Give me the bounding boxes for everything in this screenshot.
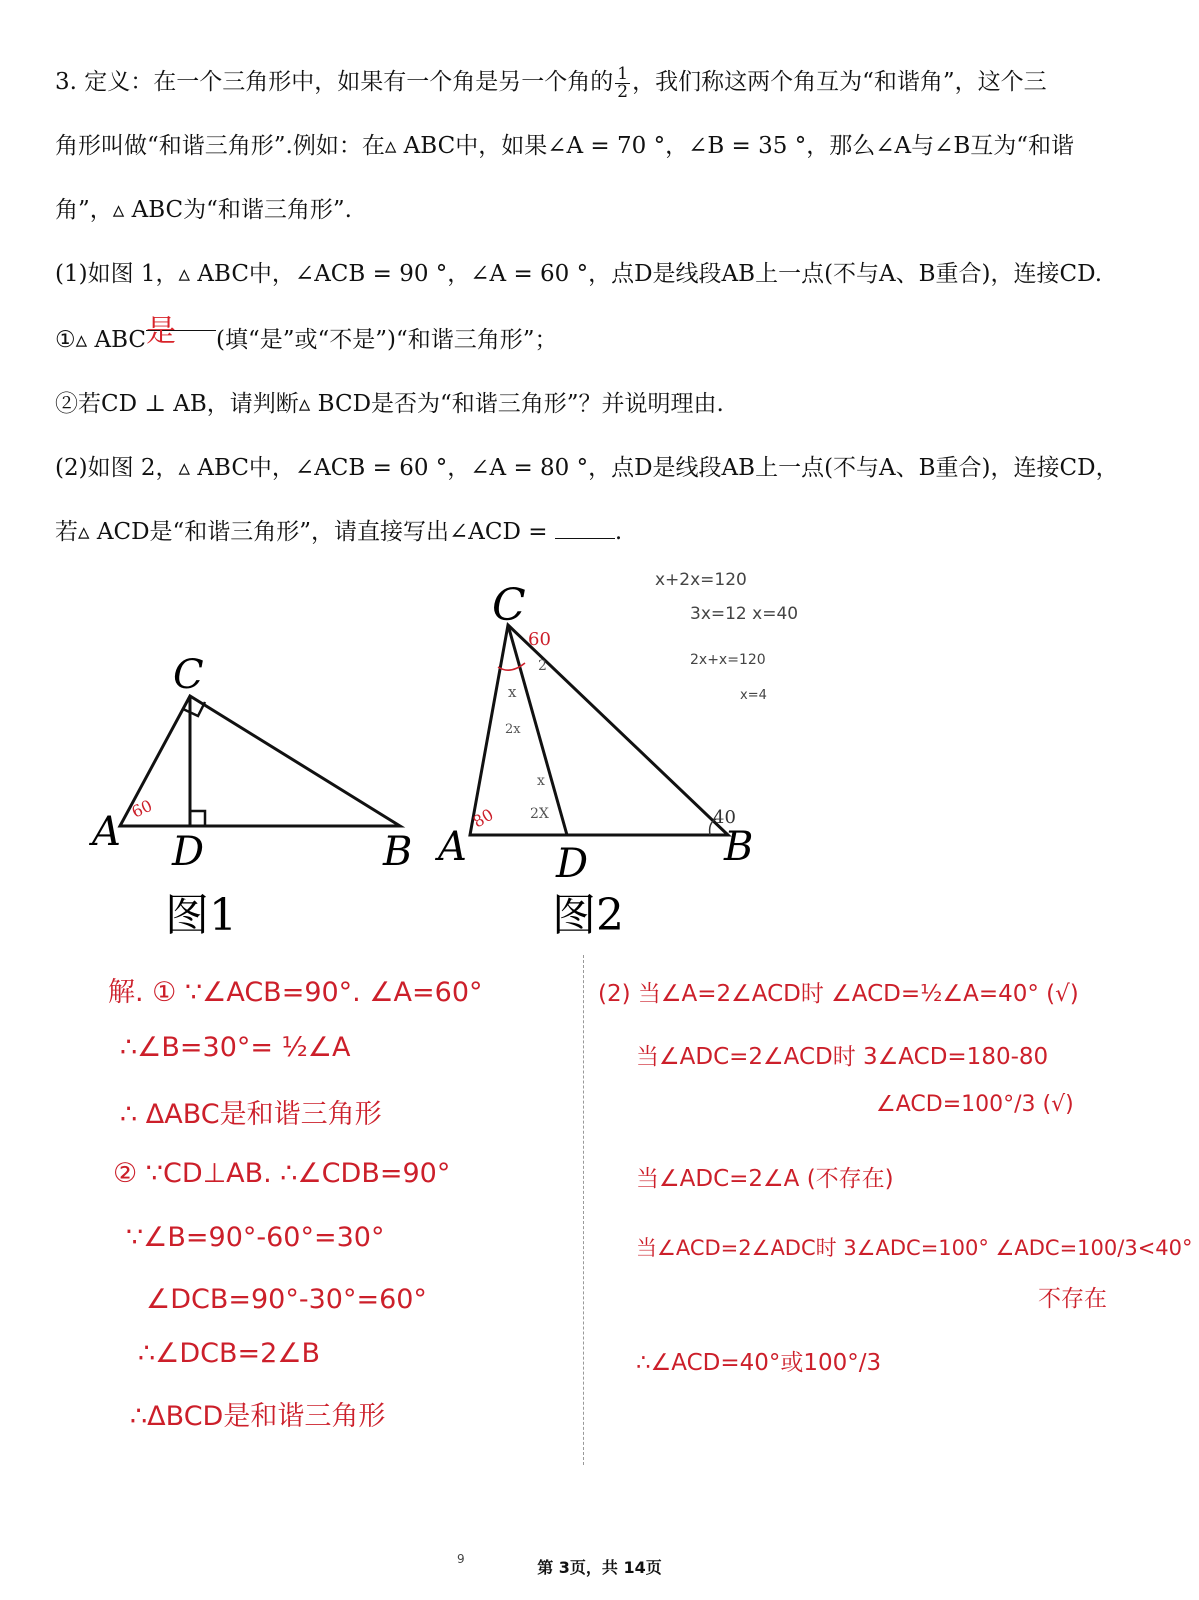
q2-suffix: . [614, 519, 623, 545]
sol-left-line-7: ∴∠DCB=2∠B [138, 1338, 321, 1369]
fig2-label-d: D [556, 841, 589, 887]
triangle-abc-1 [120, 696, 400, 826]
q2-prefix: 若▵ ACD是“和谐三角形”，请直接写出∠ACD = [55, 519, 548, 545]
fraction-numerator: 1 [617, 63, 629, 84]
sol-left-line-4: ② ∵CD⊥AB. ∴∠CDB=90° [113, 1158, 451, 1189]
fig1-label-c: C [173, 652, 204, 698]
q1-1-prefix: ①▵ ABC [55, 327, 147, 353]
problem-line-2: 角形叫做“和谐三角形”.例如：在▵ ABC中，如果∠A = 70 °，∠B = 35 °，那么∠A与∠B互为“和谐 [55, 133, 1075, 159]
figure-1 [88, 652, 412, 941]
fig2-caption: 图2 [552, 890, 624, 941]
fraction-denominator: 2 [617, 81, 629, 102]
fig2-note-a: 80 [469, 804, 497, 832]
fig2-label-b: B [724, 824, 754, 870]
scratch-line-1: x+2x=120 [655, 570, 747, 590]
problem-line-3: 角”，▵ ABC为“和谐三角形”. [55, 197, 352, 223]
scratch-line-4: x=4 [740, 688, 767, 703]
fig2-label-a: A [438, 824, 467, 870]
problem-line-1 [55, 50, 1155, 114]
fig2-note-2x-a: 2x [505, 722, 521, 737]
definition-text-cont: ，我们称这两个角互为“和谐角”，这个三 [632, 69, 1047, 95]
figure-2 [434, 580, 753, 941]
figures [0, 575, 1199, 955]
fig2-note-2x-b: 2X [530, 806, 549, 822]
fig2-note-b: 40 [713, 807, 736, 828]
question-1-1 [55, 306, 1155, 372]
sol-left-line-5: ∵∠B=90°-60°=30° [126, 1222, 385, 1253]
column-divider [583, 955, 584, 1465]
answer-blank-2 [555, 514, 615, 539]
fig1-label-b: B [383, 829, 413, 875]
q1-1-suffix: (填“是”或“不是”)“和谐三角形”； [216, 327, 558, 353]
fig1-caption: 图1 [165, 890, 237, 941]
right-angle-mark-d [190, 811, 205, 826]
sol-right-line-5: 当∠ACD=2∠ADC时 3∠ADC=100° ∠ADC=100/3<40° [636, 1236, 1193, 1260]
sol-right-line-1: (2) 当∠A=2∠ACD时 ∠ACD=½∠A=40° (√) [598, 981, 1079, 1007]
sol-left-line-1: 解. ① ∵∠ACB=90°. ∠A=60° [108, 977, 483, 1008]
sol-right-line-6: 不存在 [1038, 1286, 1107, 1312]
definition-text: 3. 定义：在一个三角形中，如果有一个角是另一个角的 [55, 69, 614, 95]
sol-left-line-6: ∠DCB=90°-30°=60° [146, 1284, 427, 1315]
scratch-line-3: 2x+x=120 [690, 652, 766, 668]
question-1-2: ②若CD ⊥ AB，请判断▵ BCD是否为“和谐三角形”？并说明理由. [55, 391, 724, 417]
fig2-note-2: 2 [538, 658, 547, 674]
sol-left-line-2: ∴∠B=30°= ½∠A [120, 1032, 351, 1063]
fig2-note-x2: x [537, 773, 545, 789]
question-2-b [55, 500, 1155, 564]
fig1-label-d: D [172, 829, 205, 875]
sol-right-line-4: 当∠ADC=2∠A (不存在) [636, 1166, 894, 1192]
question-2: (2)如图 2，▵ ABC中，∠ACB = 60 °，∠A = 80 °，点D是线段AB上一点(不与A、B重合)，连接CD， [55, 455, 1119, 481]
fig1-label-a: A [92, 809, 121, 855]
fig2-note-c: 60 [528, 629, 551, 650]
problem-statement [55, 50, 1155, 564]
fig2-note-x1: x [508, 683, 517, 701]
fig1-angle-note: 60 [128, 795, 156, 822]
fig2-label-c: C [492, 580, 526, 631]
sol-right-line-3: ∠ACD=100°/3 (√) [876, 1092, 1074, 1117]
footer-dot: 9 [457, 1552, 465, 1566]
handwritten-answer: 是 [146, 314, 177, 349]
scratch-line-2: 3x=12 x=40 [690, 604, 799, 624]
sol-right-line-2: 当∠ADC=2∠ACD时 3∠ACD=180-80 [636, 1044, 1049, 1070]
sol-right-line-7: ∴∠ACD=40°或100°/3 [636, 1350, 882, 1376]
question-1: (1)如图 1，▵ ABC中，∠ACB = 90 °，∠A = 60 °，点D是线段AB上一点(不与A、B重合)，连接CD. [55, 261, 1103, 287]
sol-left-line-3: ∴ ΔABC是和谐三角形 [120, 1099, 382, 1130]
fraction-half [615, 63, 630, 102]
page-number: 第 3页，共 14页 [537, 1558, 662, 1577]
sol-left-line-8: ∴ΔBCD是和谐三角形 [130, 1401, 386, 1432]
answer-blank-1 [146, 306, 216, 349]
